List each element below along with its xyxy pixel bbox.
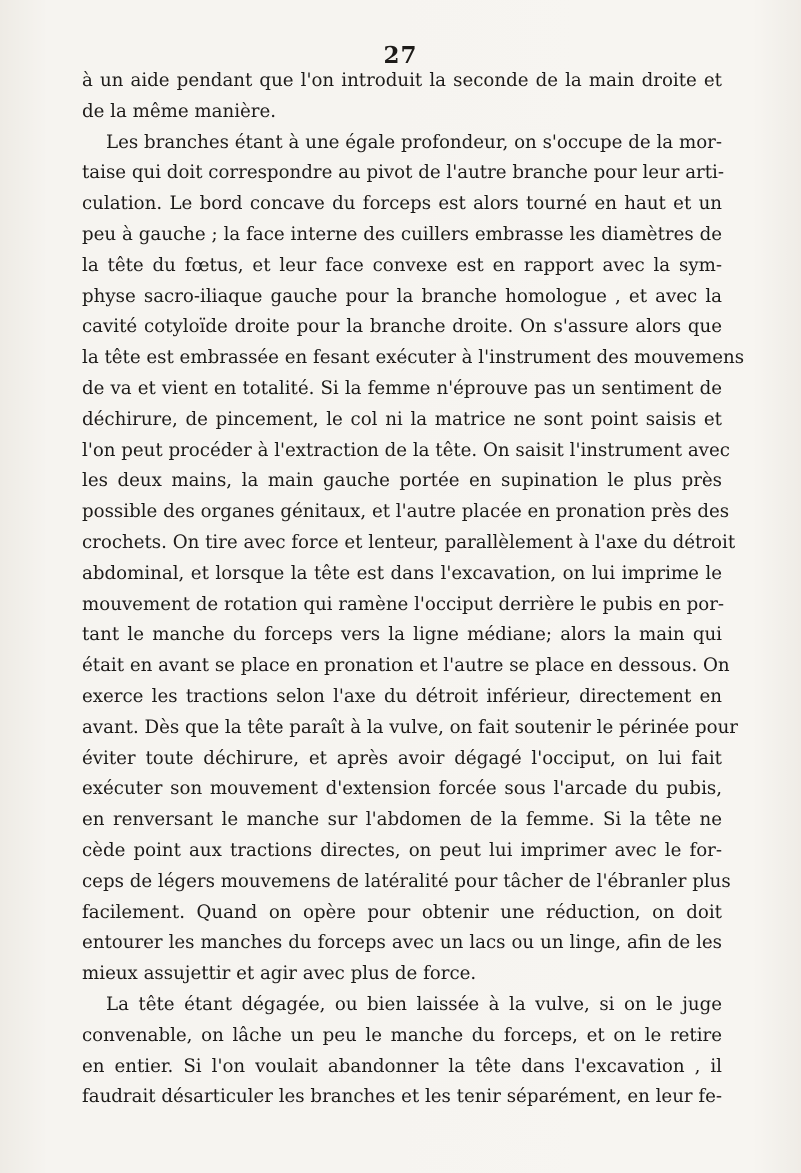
text-line: l'on peut procéder à l'extraction de la tête. On saisit l'instrument avec xyxy=(82,439,730,461)
text-line: la tête du fœtus, et leur face convexe est en rapport avec la sym- xyxy=(82,254,722,276)
body-text xyxy=(82,66,745,1113)
text-line: entourer les manches du forceps avec un lacs ou un linge, afin de les xyxy=(82,932,722,954)
text-line: exécuter son mouvement d'extension forcée sous l'arcade du pubis, xyxy=(82,778,722,800)
text-line: en renversant le manche sur l'abdomen de la femme. Si la tête ne xyxy=(82,809,722,831)
text-line: faudrait désarticuler les branches et les tenir séparément, en leur fe- xyxy=(82,1086,723,1108)
text-line: cavité cotyloïde droite pour la branche droite. On s'assure alors que xyxy=(82,316,722,338)
text-line: exerce les tractions selon l'axe du détroit inférieur, directement en xyxy=(82,685,722,707)
text-line: facilement. Quand on opère pour obtenir une réduction, on doit xyxy=(82,901,722,923)
text-line: possible des organes génitaux, et l'autre placée en pronation près des xyxy=(82,501,730,523)
text-line: mouvement de rotation qui ramène l'occiput derrière le pubis en por- xyxy=(82,593,725,615)
text-line: peu à gauche ; la face interne des cuillers embrasse les diamètres de xyxy=(82,223,722,245)
text-line: culation. Le bord concave du forceps est alors tourné en haut et un xyxy=(82,193,722,215)
text-line: de la même manière. xyxy=(82,100,277,122)
text-line: de va et vient en totalité. Si la femme n'éprouve pas un sentiment de xyxy=(82,377,722,399)
text-line: éviter toute déchirure, et après avoir dégagé l'occiput, on lui fait xyxy=(82,747,722,769)
text-line: taise qui doit correspondre au pivot de l'autre branche pour leur arti- xyxy=(82,162,725,184)
text-line: physe sacro-iliaque gauche pour la branche homologue , et avec la xyxy=(82,285,722,307)
text-line: crochets. On tire avec force et lenteur, parallèlement à l'axe du détroit xyxy=(82,531,736,553)
text-line: en entier. Si l'on voulait abandonner la tête dans l'excavation , il xyxy=(82,1055,722,1077)
text-line: abdominal, et lorsque la tête est dans l'excavation, on lui imprime le xyxy=(82,562,722,584)
text-line: avant. Dès que la tête paraît à la vulve, on fait soutenir le périnée pour xyxy=(82,716,738,738)
text-line: Les branches étant à une égale profondeur, on s'occupe de la mor- xyxy=(106,131,722,153)
text-line: la tête est embrassée en fesant exécuter à l'instrument des mouvemens xyxy=(82,347,745,369)
text-line: à un aide pendant que l'on introduit la seconde de la main droite et xyxy=(82,70,722,91)
text-line: tant le manche du forceps vers la ligne médiane; alors la main qui xyxy=(82,624,722,646)
text-line: La tête étant dégagée, ou bien laissée à la vulve, si on le juge xyxy=(106,993,722,1015)
text-line: déchirure, de pincement, le col ni la matrice ne sont point saisis et xyxy=(82,408,722,430)
text-line: les deux mains, la main gauche portée en supination le plus près xyxy=(82,470,722,492)
text-line: cède point aux tractions directes, on peut lui imprimer avec le for- xyxy=(82,839,722,861)
text-line: mieux assujettir et agir avec plus de force. xyxy=(82,963,477,985)
page-number: 27 xyxy=(383,42,418,69)
text-line: était en avant se place en pronation et l'autre se place en dessous. On xyxy=(82,655,730,677)
text-line: convenable, on lâche un peu le manche du forceps, et on le retire xyxy=(82,1024,722,1046)
text-line: ceps de légers mouvemens de latéralité pour tâcher de l'ébranler plus xyxy=(82,870,731,892)
